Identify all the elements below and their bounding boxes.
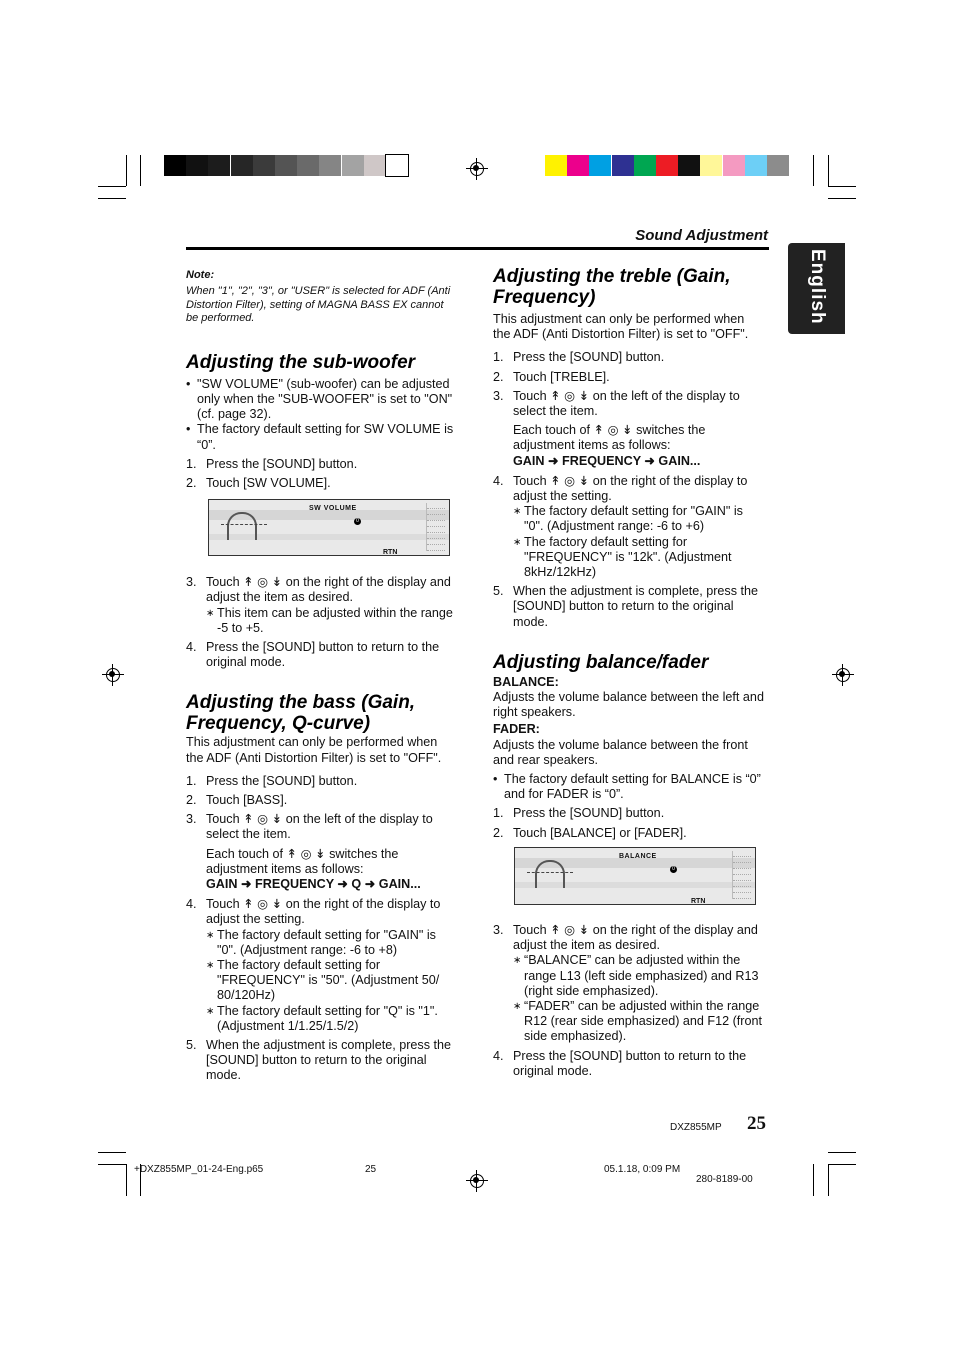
bass-intro: This adjustment can only be performed when the ADF (Anti Distortion Filter) is set to "OFF". (186, 735, 442, 765)
list-item: 3. Touch ↟ ◎ ↡ on the left of the display to select the item. (493, 388, 740, 419)
color-swatch (364, 155, 386, 176)
crop-mark (828, 198, 856, 199)
list-item: 3. Touch ↟ ◎ ↡ on the right of the display and adjust the item as desired. (493, 922, 758, 953)
color-swatch (208, 155, 230, 176)
list-item: GAIN ➜ FREQUENCY ➜ GAIN... (513, 453, 701, 468)
crop-mark (828, 186, 856, 187)
color-swatch (275, 155, 297, 176)
footer-file: +DXZ855MP_01-24-Eng.p65 (134, 1164, 264, 1175)
list-item: ∗ The factory default setting for "FREQUENCY" is "50". (Adjustment 50/ 80/120Hz) (206, 957, 440, 1003)
left-column (186, 268, 458, 1084)
crop-mark (813, 155, 814, 186)
treble-intro: This adjustment can only be performed when the ADF (Anti Distortion Filter) is set to "OFF". (493, 312, 749, 342)
display-screenshot-balance (514, 847, 756, 905)
list-item: • "SW VOLUME" (sub-woofer) can be adjusted only when the "SUB-WOOFER" is set to "ON" (cf. page 32). (186, 376, 453, 422)
color-swatch (545, 155, 567, 176)
list-item: 2. Touch [BALANCE] or [FADER]. (493, 825, 687, 840)
list-item: ∗ “BALANCE” can be adjusted within the range L13 (left side emphasized) and R13 (right side emphasized). (513, 953, 759, 998)
list-item: 4. Press the [SOUND] button to return to the original mode. (186, 639, 440, 670)
list-item: 4. Touch ↟ ◎ ↡ on the right of the display to adjust the setting. (493, 473, 748, 504)
list-item: • The factory default setting for SW VOLUME is “0”. (186, 422, 454, 452)
language-tab (788, 243, 845, 334)
screen-rtn: RTN (691, 897, 706, 905)
crop-mark (98, 186, 126, 187)
heading-sub-woofer: Adjusting the sub-woofer (186, 351, 416, 373)
color-swatch (656, 155, 678, 176)
screen-rtn: RTN (383, 549, 398, 557)
list-item: 3. Touch ↟ ◎ ↡ on the left of the display to select the item. (186, 812, 433, 842)
registration-mark-icon (466, 158, 488, 180)
color-swatch (164, 155, 186, 176)
screen-knob: 0 (670, 866, 677, 873)
list-item: ∗ The factory default setting for "GAIN" is "0". (Adjustment range: -6 to +8) (206, 927, 436, 957)
right-column (493, 266, 765, 1079)
list-item: 4. Touch ↟ ◎ ↡ on the right of the display to adjust the setting. (186, 897, 441, 927)
crop-mark (98, 1164, 126, 1165)
heading-balance-fader: Adjusting balance/fader (493, 651, 709, 673)
list-item: ∗ “FADER” can be adjusted within the range R12 (rear side emphasized) and F12 (front side emphasized). (513, 998, 762, 1044)
registration-mark-icon (832, 664, 854, 686)
list-item: 1. Press the [SOUND] button. (493, 350, 665, 365)
list-item: 2. Touch [BASS]. (186, 792, 288, 807)
fader-label: FADER: (493, 722, 540, 737)
list-item: ∗ The factory default setting for "GAIN" is "0". (Adjustment range: -6 to +6) (513, 504, 743, 534)
footer-code: 280-8189-00 (696, 1174, 753, 1185)
screen-knob: 0 (354, 518, 361, 525)
color-swatch (678, 155, 700, 176)
registration-mark-icon (466, 1170, 488, 1192)
list-item: 2. Touch [SW VOLUME]. (186, 475, 331, 490)
balance-label: BALANCE: (493, 674, 559, 689)
list-item: 4. Press the [SOUND] button to return to the original mode. (493, 1048, 747, 1078)
page-number: 25 (747, 1113, 766, 1134)
color-swatch (231, 155, 253, 176)
list-item: 2. Touch [TREBLE]. (493, 369, 610, 384)
list-item: Each touch of ↟ ◎ ↡ switches the adjustment items as follows: (206, 846, 399, 876)
color-swatch (745, 155, 767, 176)
section-title: Sound Adjustment (635, 227, 768, 244)
crop-mark (98, 1152, 126, 1153)
color-swatch (567, 155, 589, 176)
color-swatch (767, 155, 789, 176)
balance-text: Adjusts the volume balance between the left and right speakers. (493, 690, 764, 720)
color-swatch (342, 155, 364, 176)
list-item: GAIN ➜ FREQUENCY ➜ Q ➜ GAIN... (206, 876, 421, 891)
display-screenshot-sw-volume (208, 499, 450, 556)
color-swatch (589, 155, 611, 176)
color-swatch (386, 155, 408, 176)
fader-text: Adjusts the volume balance between the front and rear speakers. (493, 737, 748, 767)
color-swatch (723, 155, 745, 176)
list-item: • The factory default setting for BALANCE is “0” and for FADER is “0”. (493, 772, 761, 802)
color-swatch (186, 155, 208, 176)
footer-file-page: 25 (365, 1164, 377, 1175)
list-item: 3. Touch ↟ ◎ ↡ on the right of the display and adjust the item as desired. (186, 575, 451, 605)
note-title: Note: (186, 269, 215, 281)
heading-treble: Adjusting the treble (Gain, Frequency) (493, 266, 731, 308)
list-item: 1. Press the [SOUND] button. (186, 773, 358, 788)
crop-mark (126, 155, 127, 186)
crop-mark (828, 155, 829, 186)
crop-mark (126, 1164, 127, 1196)
list-item: 5. When the adjustment is complete, press the [SOUND] button to return to the original mode. (493, 584, 759, 629)
registration-mark-icon (102, 664, 124, 686)
color-swatch (253, 155, 275, 176)
color-swatch (612, 155, 634, 176)
language-tab-label: English (807, 249, 828, 325)
crop-mark (828, 1152, 856, 1153)
footer-date: 05.1.18, 0:09 PM (604, 1164, 681, 1175)
note-text: When "1", "2", "3", or "USER" is selected for ADF (Anti Distortion Filter), setting of MAGNA BASS EX cannot be performed. (186, 285, 451, 325)
list-item: 1. Press the [SOUND] button. (186, 456, 358, 471)
color-swatch (700, 155, 722, 176)
list-item: 1. Press the [SOUND] button. (493, 806, 665, 821)
footer-model: DXZ855MP (670, 1122, 722, 1133)
crop-mark (828, 1164, 856, 1165)
screen-label: BALANCE (619, 852, 657, 860)
list-item: ∗ The factory default setting for "Q" is "1". (Adjustment 1/1.25/1.5/2) (206, 1003, 438, 1033)
heading-bass: Adjusting the bass (Gain, Frequency, Q-curve) (186, 692, 416, 735)
color-swatch (319, 155, 341, 176)
crop-mark (828, 1164, 829, 1196)
list-item: ∗ This item can be adjusted within the range -5 to +5. (206, 605, 453, 635)
header-rule (186, 247, 769, 250)
list-item: 5. When the adjustment is complete, press the [SOUND] button to return to the original mode. (186, 1038, 452, 1083)
color-swatch (634, 155, 656, 176)
crop-mark (98, 198, 126, 199)
crop-mark (813, 1164, 814, 1196)
crop-mark (140, 155, 141, 186)
screen-label: SW VOLUME (309, 505, 357, 513)
list-item: ∗ The factory default setting for "FREQUENCY" is "12k". (Adjustment 8kHz/12kHz) (513, 534, 732, 580)
list-item: Each touch of ↟ ◎ ↡ switches the adjustment items as follows: (513, 423, 706, 453)
color-swatch (297, 155, 319, 176)
